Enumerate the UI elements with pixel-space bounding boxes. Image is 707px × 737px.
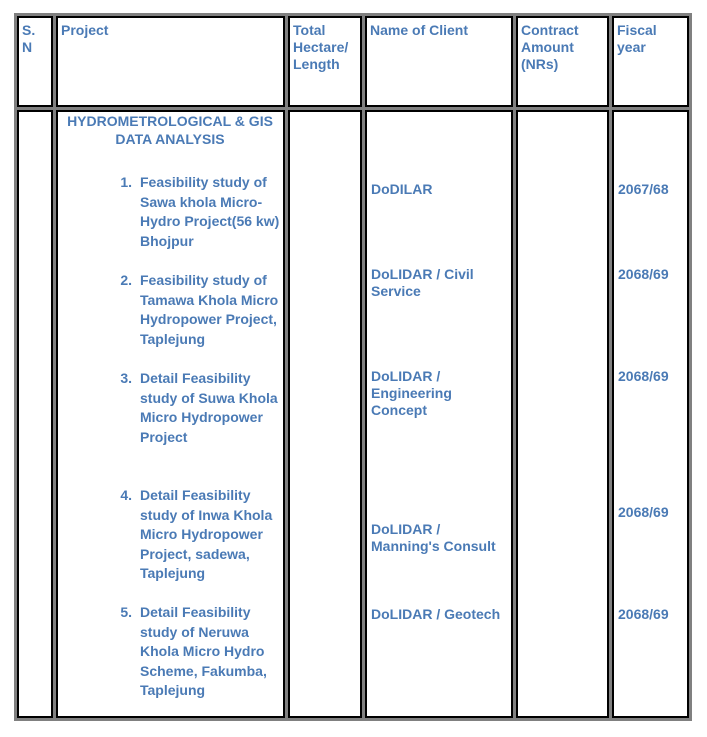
project-text-1: Feasibility study of Sawa khola Micro-Hydro Project(56 kw) Bhojpur bbox=[140, 174, 280, 249]
project-number-3: 3. bbox=[120, 370, 132, 386]
body-hectare-cell bbox=[288, 110, 362, 718]
project-text-5: Detail Feasibility study of Neruwa Khola Micro Hydro Scheme, Fakumba, Taplejung bbox=[140, 604, 267, 698]
header-project bbox=[56, 16, 285, 107]
fiscal-2: 2068/69 bbox=[618, 266, 669, 282]
body-sn-cell bbox=[17, 110, 53, 718]
client-1: DoDILAR bbox=[371, 181, 433, 197]
header-hectare bbox=[288, 16, 362, 107]
fiscal-4: 2068/69 bbox=[618, 504, 669, 520]
header-amount bbox=[516, 16, 609, 107]
fiscal-3: 2068/69 bbox=[618, 368, 669, 384]
project-number-5: 5. bbox=[120, 604, 132, 620]
section-heading: HYDROMETROLOGICAL & GIS DATA ANALYSIS bbox=[67, 113, 273, 147]
header-amount-label: Contract Amount (NRs) bbox=[521, 22, 579, 72]
project-text-3: Detail Feasibility study of Suwa Khola Micro Hydropower Project bbox=[140, 370, 278, 445]
client-3: DoLIDAR / Engineering Concept bbox=[371, 368, 452, 418]
project-number-4: 4. bbox=[120, 487, 132, 503]
project-number-2: 2. bbox=[120, 272, 132, 288]
header-sn-label: S. N bbox=[22, 22, 36, 55]
header-client-label: Name of Client bbox=[370, 22, 469, 38]
header-fiscal-label: Fiscal year bbox=[617, 22, 657, 55]
project-text-4: Detail Feasibility study of Inwa Khola Micro Hydropower Project, sadewa, Taplejung bbox=[140, 487, 273, 581]
header-fiscal bbox=[612, 16, 689, 107]
body-fiscal-cell bbox=[612, 110, 689, 718]
client-4: DoLIDAR / Manning's Consult bbox=[371, 521, 496, 554]
fiscal-5: 2068/69 bbox=[618, 606, 669, 622]
fiscal-1: 2067/68 bbox=[618, 181, 669, 197]
client-2: DoLIDAR / Civil Service bbox=[371, 266, 474, 299]
header-hectare-label: Total Hectare/ Length bbox=[293, 22, 349, 72]
project-number-1: 1. bbox=[120, 174, 132, 190]
header-client bbox=[365, 16, 513, 107]
header-sn bbox=[17, 16, 53, 107]
client-5: DoLIDAR / Geotech bbox=[371, 606, 501, 622]
body-amount-cell bbox=[516, 110, 609, 718]
project-text-2: Feasibility study of Tamawa Khola Micro Hydropower Project, Taplejung bbox=[140, 272, 279, 347]
header-project-label: Project bbox=[61, 22, 109, 38]
